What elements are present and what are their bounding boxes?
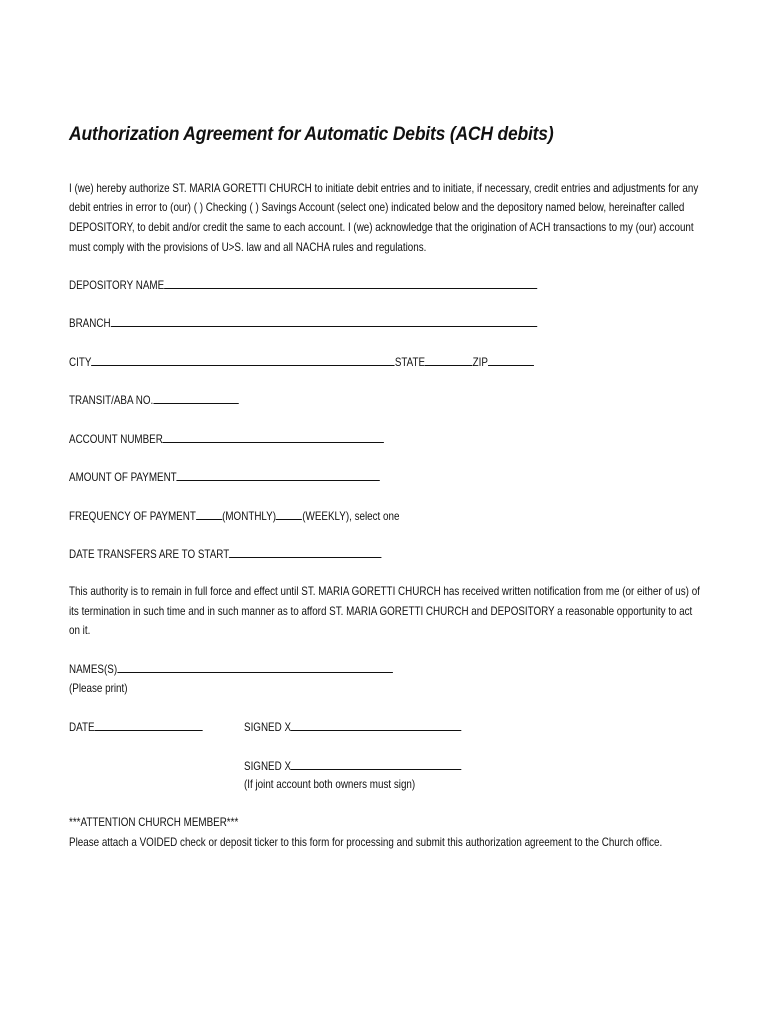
account-number-label: ACCOUNT NUMBER [69,432,163,446]
attach-voided-check-note: Please attach a VOIDED check or deposit ticker to this form for processing and submit this authorization agreement to the Church office. [69,835,663,849]
date-start-label: DATE TRANSFERS ARE TO START [69,547,230,561]
names-field[interactable] [69,660,393,677]
authority-line-1: This authority is to remain in full force and effect until ST. MARIA GORETTI CHURCH has received written notification from me (or either of us) of [69,584,700,598]
monthly-blank[interactable] [196,507,222,520]
date-field[interactable] [69,718,203,735]
depository-name-blank[interactable] [164,276,537,289]
signature-field-2[interactable] [244,757,462,774]
authority-line-2: its termination in such time and in such manner as to afford ST. MARIA GORETTI CHURCH and DEPOSITORY a reasonable opportunity to act [69,604,693,618]
signature-blank-1[interactable] [291,718,462,731]
intro-line-3: DEPOSITORY, to debit and/or credit the same to each account. I (we) acknowledge that the origination of ACH transactions to my (our) account [69,220,694,234]
attention-heading: ***ATTENTION CHURCH MEMBER*** [69,815,239,829]
intro-line-2: debit entries in error to (our) ( ) Checking ( ) Savings Account (select one) indicated below and the depository named below, hereinafter called [69,200,685,214]
depository-name-field[interactable] [69,276,537,293]
weekly-blank[interactable] [276,507,302,520]
intro-line-1: I (we) hereby authorize ST. MARIA GORETTI CHURCH to initiate debit entries and to initiate, if necessary, credit entries and adjustments for any [69,181,699,195]
depository-name-label: DEPOSITORY NAME [69,278,165,292]
monthly-label: (MONTHLY) [222,509,277,523]
branch-blank[interactable] [111,314,537,327]
account-number-blank[interactable] [163,430,384,443]
branch-field[interactable] [69,314,537,331]
frequency-label: FREQUENCY OF PAYMENT [69,509,196,523]
names-label: NAMES(S) [69,662,118,676]
zip-blank[interactable] [488,353,534,366]
amount-blank[interactable] [177,468,380,481]
date-start-field[interactable] [69,545,382,562]
date-label: DATE [69,720,95,734]
transit-label: TRANSIT/ABA NO. [69,393,154,407]
names-blank[interactable] [117,660,393,673]
transit-field[interactable] [69,391,238,408]
account-number-field[interactable] [69,430,384,447]
city-state-zip-row[interactable] [69,353,534,370]
date-blank[interactable] [95,718,203,731]
intro-line-4: must comply with the provisions of U>S. law and all NACHA rules and regulations. [69,240,427,254]
city-blank[interactable] [91,353,394,366]
date-start-blank[interactable] [229,545,382,558]
form-title: Authorization Agreement for Automatic Debits (ACH debits) [69,124,554,145]
city-label: CITY [69,355,92,369]
signed-label-1: SIGNED X [244,720,292,734]
amount-field[interactable] [69,468,380,485]
zip-label: ZIP [472,355,488,369]
signed-label-2: SIGNED X [244,759,292,773]
weekly-label: (WEEKLY), select one [302,509,400,523]
signature-blank-2[interactable] [291,757,462,770]
authority-line-3: on it. [69,623,91,637]
state-label: STATE [394,355,426,369]
amount-label: AMOUNT OF PAYMENT [69,470,177,484]
transit-blank[interactable] [153,391,238,404]
joint-account-note: (If joint account both owners must sign) [244,777,416,791]
branch-label: BRANCH [69,316,111,330]
please-print-note: (Please print) [69,681,128,695]
frequency-field[interactable] [69,507,399,524]
state-blank[interactable] [425,353,473,366]
signature-field-1[interactable] [244,718,462,735]
